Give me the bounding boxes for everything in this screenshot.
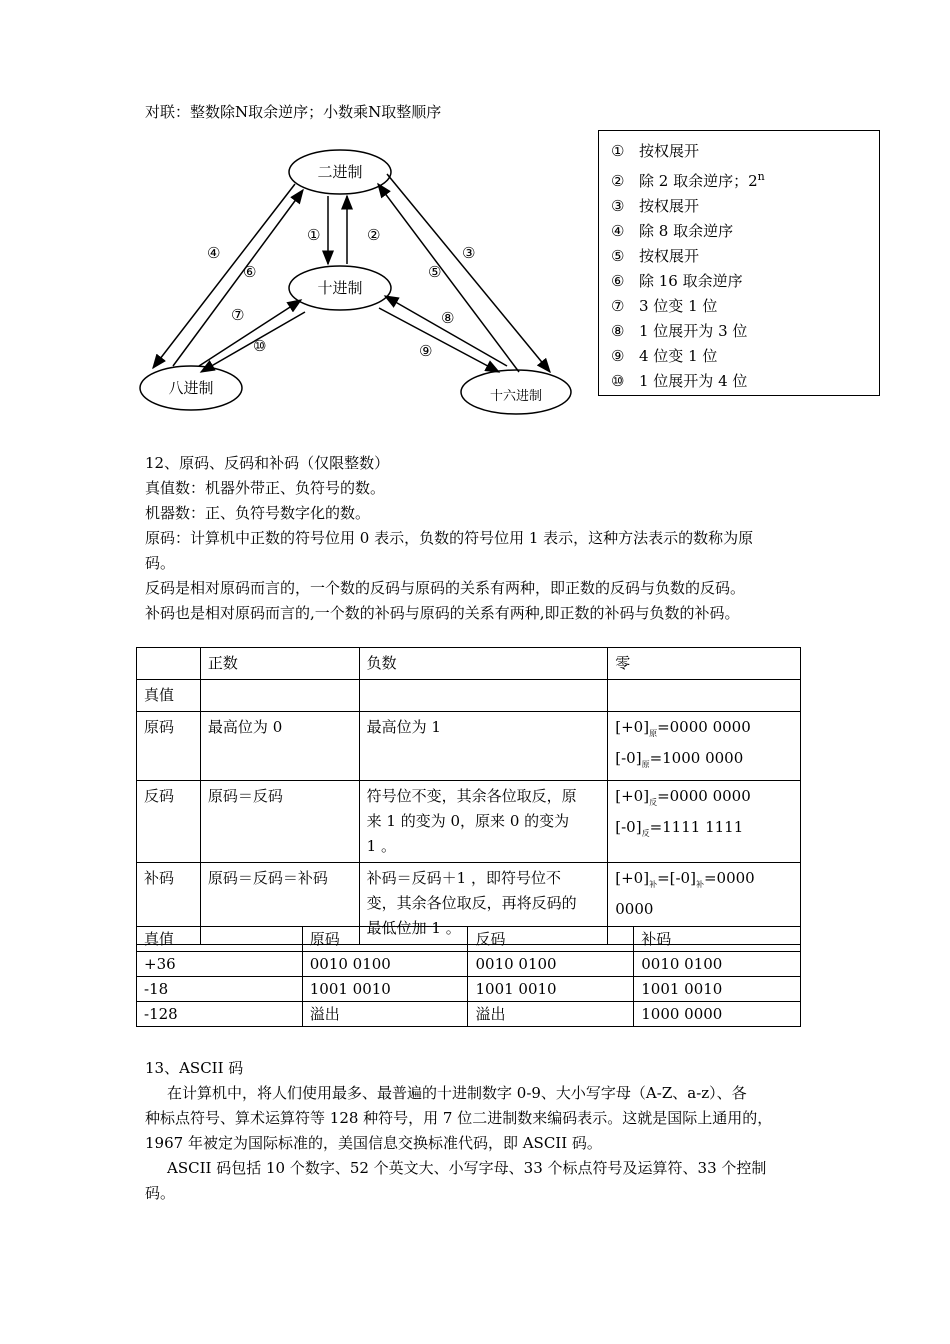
binary-label: 二进制 [317,163,363,181]
section12-p3b: 码。 [145,554,176,572]
section13-title: 13、ASCII 码 [145,1059,244,1077]
section12-p1: 真值数：机器外带正、负符号的数。 [145,479,386,497]
code-comparison-table [136,647,801,945]
arrow-label-7: ⑦ [231,306,245,324]
table-row: -18 1001 0010 1001 0010 1001 0010 [137,977,801,1002]
section13-p2a: ASCII 码包括 10 个数字、52 个英文大、小写字母、33 个标点符号及运算符、33 个控制 [167,1159,767,1177]
legend-row: ⑦ 3 位变 1 位 [611,297,718,315]
table-row: 反码 原码＝反码 符号位不变，其余各位取反，原 来 1 的变为 0，原来 0 的变为 1 。 $[+0]_反=0000$ 0000 $[-0]_反=1111$ 1111 [137,781,801,863]
decimal-label: 十进制 [317,279,363,297]
arrow-label-3: ③ [462,244,476,262]
arrow-label-10: ⑩ [253,337,267,355]
couplet-line: 对联：整数除N取余逆序；小数乘N取整顺序 [145,103,442,121]
section13-p2b: 码。 [145,1184,176,1202]
legend-box [598,130,880,396]
legend-row: ⑨ 4 位变 1 位 [611,347,718,365]
table-row: -128 溢出 溢出 1000 0000 [137,1002,801,1027]
base-conversion-diagram [135,140,585,420]
legend-row: ⑥ 除 16 取余逆序 [611,272,743,290]
arrow-label-8: ⑧ [441,309,455,327]
section12-p5: 补码也是相对原码而言的,一个数的补码与原码的关系有两种,即正数的补码与负数的补码。 [145,604,740,622]
example-values-table [136,926,801,1027]
section12-p2: 机器数：正、负符号数字化的数。 [145,504,371,522]
legend-row: ⑤ 按权展开 [611,247,700,265]
section13-p1b: 种标点符号、算术运算符等 128 种符号，用 7 位二进制数来编码表示。这就是国际上通用的， [145,1109,773,1127]
hex-label: 十六进制 [489,389,543,404]
section12-p4: 反码是相对原码而言的，一个数的反码与原码的关系有两种，即正数的反码与负数的反码。 [145,579,746,597]
legend-row: ⑩ 1 位展开为 4 位 [611,372,748,390]
legend-row: ③ 按权展开 [611,197,700,215]
legend-row: ② 除 2 取余逆序；2$^n$ [611,170,765,190]
section13-p1a: 在计算机中，将人们使用最多、最普遍的十进制数字 0-9、大小写字母（A-Z、a-z）、各 [167,1084,747,1102]
section12-p3a: 原码：计算机中正数的符号位用 0 表示，负数的符号位用 1 表示，这种方法表示的数称为原 [145,529,754,547]
table-row: 原码 最高位为 0 最高位为 1 $[+0]_原=0000$ 0000 $[-0]_原=1000$ 0000 [137,712,801,781]
section13-p1c: 1967 年被定为国际标准的，美国信息交换标准代码，即 ASCII 码。 [145,1134,602,1152]
table-header-row: 真值 原码 反码 补码 [137,927,801,952]
section12-title: 12、原码、反码和补码（仅限整数） [145,454,390,472]
legend-row: ① 按权展开 [611,142,700,160]
table-row: 补码 原码＝反码＝补码 补码＝反码＋1 ，即符号位不 变，其余各位取反，再将反码的 最低位加 1 。 $[+0]_补=[-0]_补=0000$ 0000 [137,863,801,945]
table-row: 真值 [137,680,801,712]
table-row: +36 0010 0100 0010 0100 0010 0100 [137,952,801,977]
arrow-label-1: ① [307,226,321,244]
arrow-label-5: ⑤ [428,263,442,281]
legend-row: ④ 除 8 取余逆序 [611,222,734,240]
arrow-label-2: ② [367,226,381,244]
legend-row: ⑧ 1 位展开为 3 位 [611,322,748,340]
arrow-label-9: ⑨ [419,342,433,360]
arrow-label-4: ④ [207,244,221,262]
table-header-row: 正数 负数 零 [137,648,801,680]
octal-label: 八进制 [168,379,214,397]
arrow-label-6: ⑥ [243,263,257,281]
